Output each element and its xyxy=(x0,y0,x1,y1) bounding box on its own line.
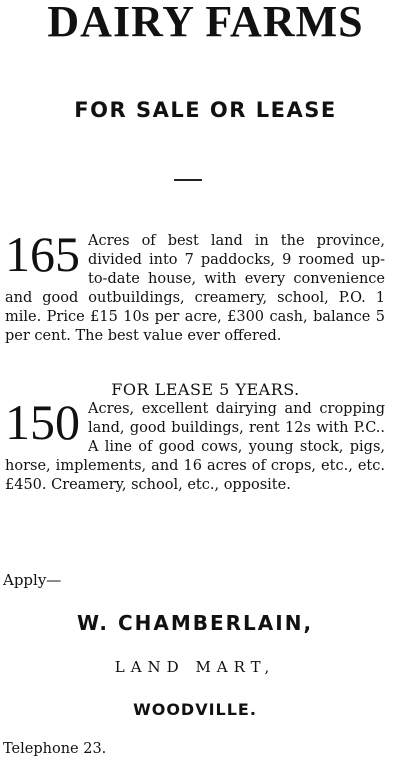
telephone-number: Telephone 23. xyxy=(3,741,107,757)
agent-town: WOODVILLE. xyxy=(133,700,257,719)
apply-label: Apply— xyxy=(3,571,62,589)
listing-acreage-number: 165 xyxy=(5,226,80,282)
lease-heading: FOR LEASE 5 YEARS. xyxy=(111,380,300,399)
section-divider xyxy=(174,179,202,181)
agent-business: LAND MART, xyxy=(114,658,276,676)
listing-165-acres xyxy=(5,226,385,346)
agent-name: W. CHAMBERLAIN, xyxy=(76,611,314,635)
listing-150-acres xyxy=(5,394,385,495)
listing-description: Acres of best land in the province, divided into 7 paddocks, 9 roomed up-to-date house, with every convenience and good outbuildings, creamery, school, P.O. 1 mile. Price £15 10s per acre, £300 cash, balance 5 per cent. The best value ever offered. xyxy=(5,233,385,344)
listing-acreage-number: 150 xyxy=(5,394,80,450)
ad-subheadline: FOR SALE OR LEASE xyxy=(74,98,337,122)
ad-headline: DAIRY FARMS xyxy=(47,0,364,46)
listing-description: Acres, excellent dairying and cropping land, good buildings, rent 12s with P.C.. A line of good cows, young stock, pigs, horse, implements, and 16 acres of crops, etc., etc. £450. Creamery, school, etc., opposite. xyxy=(5,401,385,493)
